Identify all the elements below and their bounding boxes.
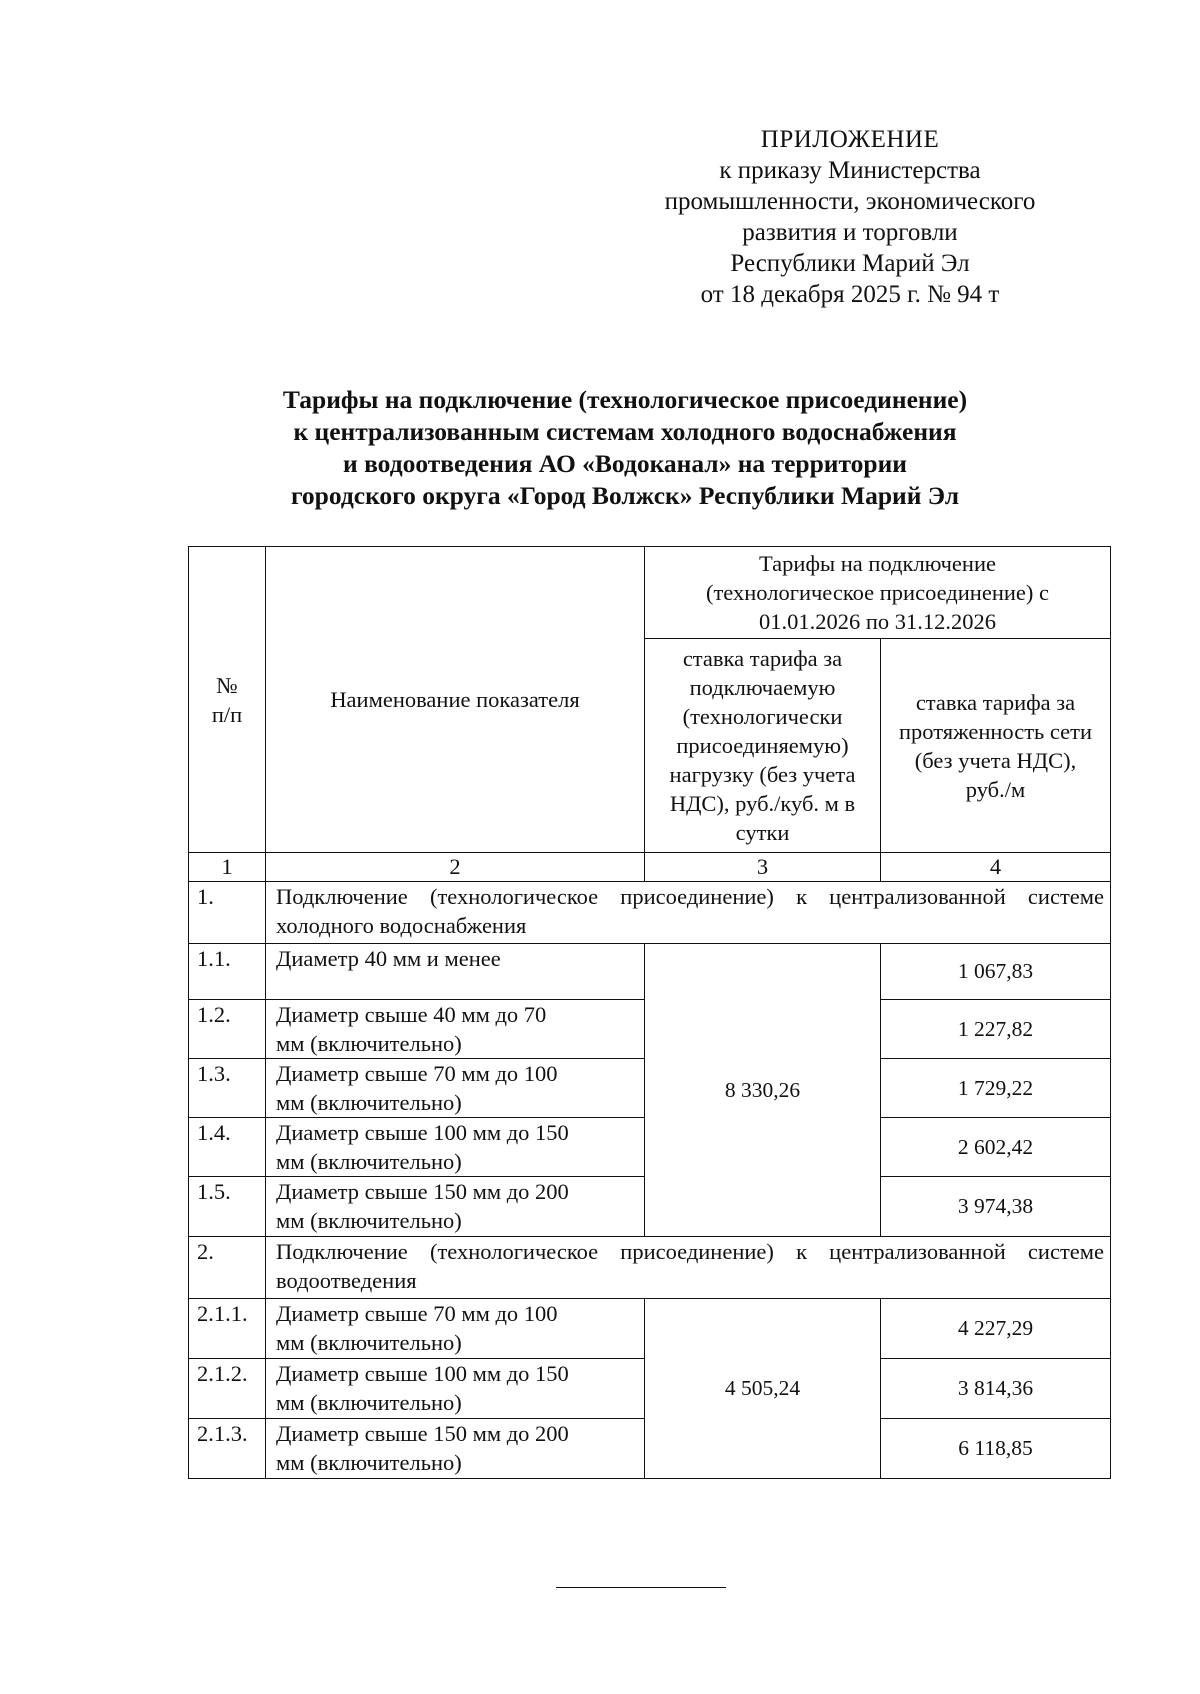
row-name — [266, 1118, 645, 1177]
row-name — [266, 1177, 645, 1237]
table-row — [189, 1299, 1111, 1359]
header-tariffs-group-text: Тарифы на подключение (технологическое присоединение) с 01.01.2026 по 31.12.2026 — [705, 551, 1049, 634]
document-title-line: к централизованным системам холодного водоснабжения — [293, 417, 957, 446]
row-name — [266, 1419, 645, 1479]
column-number: 3 — [645, 853, 881, 882]
row-name-text: Диаметр свыше 40 мм до 70 мм (включительно) — [276, 1002, 547, 1056]
document-title-line: городского округа «Город Волжск» Республики Марий Эл — [290, 481, 960, 510]
appendix-block — [630, 124, 1070, 310]
row-name — [266, 1059, 645, 1118]
row-num: 2.1.2. — [189, 1359, 266, 1419]
header-length-rate — [881, 639, 1111, 853]
header-tariffs-group — [645, 547, 1111, 639]
length-rate-value: 6 118,85 — [881, 1419, 1111, 1479]
column-number-row — [189, 853, 1111, 882]
appendix-line: промышленности, экономического — [664, 188, 1036, 215]
length-rate-value: 1 227,82 — [881, 1000, 1111, 1059]
row-name-text: Диаметр свыше 70 мм до 100 мм (включительно) — [276, 1301, 558, 1355]
column-number: 2 — [266, 853, 645, 882]
section-num: 1. — [189, 882, 266, 944]
document-title-line: Тарифы на подключение (технологическое присоединение) — [282, 385, 968, 414]
column-number: 1 — [189, 853, 266, 882]
appendix-line: от 18 декабря 2025 г. № 94 т — [700, 281, 1000, 308]
section-title: Подключение (технологическое присоединение) к централизованной системе водоотведения — [266, 1237, 1111, 1299]
appendix-line: к приказу Министерства — [719, 157, 981, 184]
header-num-text: № п/п — [211, 672, 243, 727]
row-name — [266, 1000, 645, 1059]
row-num: 1.2. — [189, 1000, 266, 1059]
length-rate-value: 1 067,83 — [881, 944, 1111, 1000]
appendix-title: ПРИЛОЖЕНИЕ — [760, 126, 940, 153]
row-num: 1.5. — [189, 1177, 266, 1237]
header-length-rate-text: ставка тарифа за протяженность сети (без учета НДС), руб./м — [898, 689, 1093, 802]
length-rate-value: 2 602,42 — [881, 1118, 1111, 1177]
section-title: Подключение (технологическое присоединение) к централизованной системе холодного водоснабжения — [266, 882, 1111, 944]
document-title — [200, 384, 1050, 512]
length-rate-value: 4 227,29 — [881, 1299, 1111, 1359]
tariff-table — [188, 546, 1111, 1479]
row-name-text: Диаметр свыше 150 мм до 200 мм (включительно) — [276, 1421, 569, 1475]
section-num: 2. — [189, 1237, 266, 1299]
length-rate-value: 3 814,36 — [881, 1359, 1111, 1419]
header-num — [189, 547, 266, 853]
length-rate-value: 3 974,38 — [881, 1177, 1111, 1237]
row-num: 1.4. — [189, 1118, 266, 1177]
row-num: 1.3. — [189, 1059, 266, 1118]
row-num: 1.1. — [189, 944, 266, 1000]
row-num: 2.1.3. — [189, 1419, 266, 1479]
row-name — [266, 1359, 645, 1419]
row-name: Диаметр 40 мм и менее — [266, 944, 645, 1000]
appendix-line: Республики Марий Эл — [730, 250, 970, 277]
header-name: Наименование показателя — [266, 547, 645, 853]
row-num: 2.1.1. — [189, 1299, 266, 1359]
column-number: 4 — [881, 853, 1111, 882]
length-rate-value: 1 729,22 — [881, 1059, 1111, 1118]
closing-divider — [556, 1587, 726, 1588]
row-name-text: Диаметр свыше 70 мм до 100 мм (включительно) — [276, 1061, 558, 1115]
table-row — [189, 944, 1111, 1000]
row-name — [266, 1299, 645, 1359]
document-title-line: и водоотведения АО «Водоканал» на территории — [343, 449, 907, 478]
header-load-rate: ставка тарифа за подключаемую (технологически присоединяемую) нагрузку (без учета НДС), руб./куб. м в сутки — [645, 639, 881, 853]
row-name-text: Диаметр свыше 100 мм до 150 мм (включительно) — [276, 1361, 569, 1415]
section-row — [189, 882, 1111, 944]
appendix-line: развития и торговли — [742, 219, 958, 246]
load-rate-value: 8 330,26 — [645, 944, 881, 1237]
load-rate-value: 4 505,24 — [645, 1299, 881, 1479]
section-row — [189, 1237, 1111, 1299]
row-name-text: Диаметр свыше 100 мм до 150 мм (включительно) — [276, 1120, 569, 1174]
row-name-text: Диаметр свыше 150 мм до 200 мм (включительно) — [276, 1179, 569, 1233]
